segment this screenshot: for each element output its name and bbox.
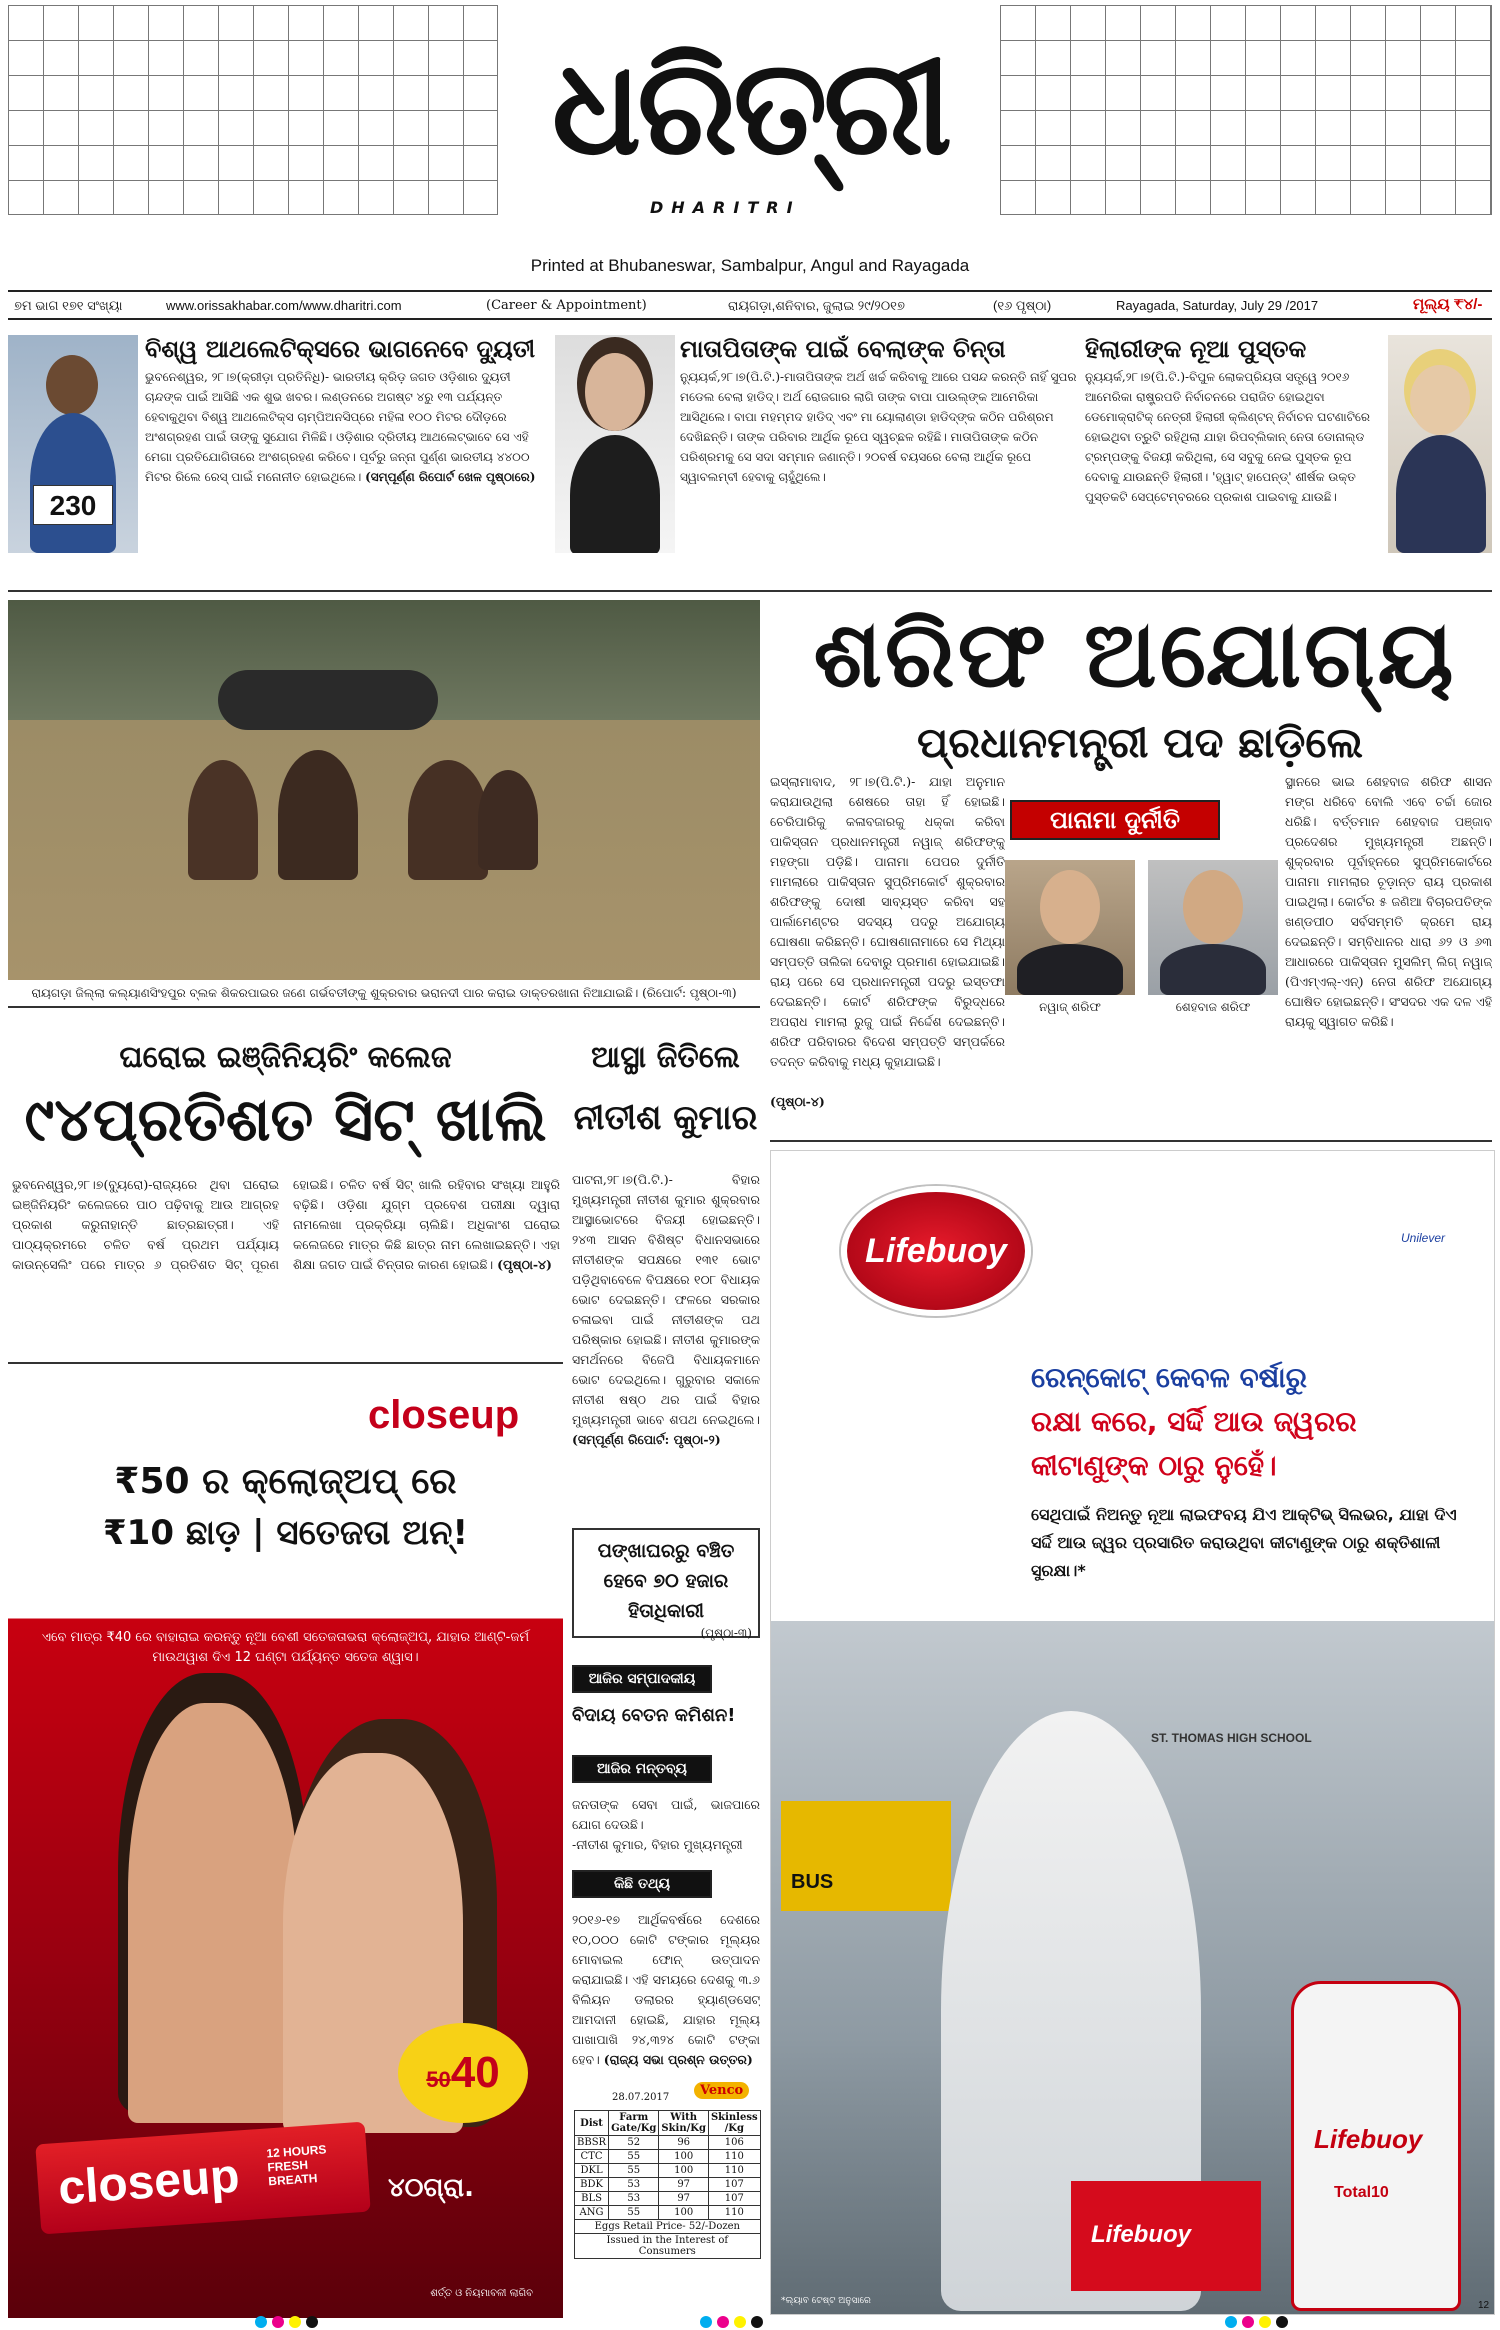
registration-mark [1242,2316,1254,2328]
registration-mark [751,2316,763,2328]
registration-mark [734,2316,746,2328]
masthead-grid-right [1000,5,1492,215]
nawaz-caption: ନୱାଜ୍ ଶରିଫ [1039,1000,1101,1014]
egg-price-row: ANG 55 100 110 [575,2206,761,2220]
date-strip [8,290,1492,320]
registration-mark [700,2316,712,2328]
registration-mark [306,2316,318,2328]
lifebuoy-ad[interactable] [770,1150,1495,2315]
pack-weight: ୪୦ଗ୍ରା. [388,2173,475,2203]
pack-brand: closeup [56,2149,242,2216]
egg-price-row: BLS 53 97 107 [575,2192,761,2206]
unilever-logo: Unilever [1401,1231,1446,1245]
date-odia: ରାୟଗଡ଼ା,ଶନିବାର, ଜୁଲାଇ ୨୯/୨୦୧୭ [728,298,905,313]
nitish-kicker: ଆସ୍ଥା ଜିତିଲେ [591,1040,740,1075]
lifebuoy-headline: ରେନ୍‌କୋଟ୍ କେବଳ ବର୍ଷାରୁ ରକ୍ଷା କରେ, ସର୍ଦ୍ଦି ଆଉ ଜ୍ୱରର କୀଟାଣୁଙ୍କ ଠାରୁ ନୁହେଁ। [1031,1361,1357,1482]
lifebuoy-logo: Lifebuoy [841,1186,1031,1316]
registration-mark [289,2316,301,2328]
ear-text: ଭୁବନେଶ୍ୱର, ୨୮।୭(କ୍ରୀଡ଼ା ପ୍ରତିନିଧି)- ଭାରତୀୟ କ୍ରିଡ଼ ଜଗତ ଓଡ଼ିଶାର ଦ୍ୟୁତୀ ଚାନ୍ଦଙ୍କ ପାଇଁ ଆସିଛି ଏକ ଶୁଭ ଖବର। ଲଣ୍ଡନରେ ଅଗଷ୍ଟ ୪ରୁ ୧୩ ପର୍ଯ୍ୟନ୍ତ ହେବାକୁଥିବା ବିଶ୍ୱ ଆଥଲେଟିକ୍ସ ଚାମ୍ପିଅନସିପ୍‌ରେ ମହିଳା ୧୦୦ ମିଟର ଦୌଡ଼ରେ ଅଂଶଗ୍ରହଣ ପାଇଁ ତାଙ୍କୁ ସୁଯୋଗ ମିଳିଛି। ଓଡ଼ିଶାର ଦ୍ରିତୀୟ ଆଥଲେଟ୍‌ଭାବେ ସେ ଏହି ମେଗା ପ୍ରତିଯୋଗିତାରେ ଅଂଶଗ୍ରହଣ କରିବେ। ପୂର୍ବରୁ ଜନ୍ନା ପୁର୍ଣ୍ଣ ଭାରତୀୟ ୪୪୦୦ ମିଟର ରିଲେ ରେସ୍ ପାଇଁ ମନୋନୀତ ହୋଇଥିଲେ। (ସମ୍ପୂର୍ଣ୍ଣ ରିପୋର୍ଟ ଖେଳ ପୃଷ୍ଠାରେ) [145,370,536,484]
lifebuoy-body: ସେଥିପାଇଁ ନିଅନ୍ତୁ ନୂଆ ଲାଇଫବୟ ଯିଏ ଆକ୍ଟିଭ୍ ସିଲଭର, ଯାହା ଦିଏ ସର୍ଦ୍ଦି ଆଉ ଜ୍ୱର ପ୍ରସାରିତ କରାଉଥିବା କୀଟାଣୁଙ୍କ ଠାରୁ ଶକ୍ତିଶାଳୀ ସୁରକ୍ଷା।* [1031,1505,1457,1580]
date-english: Rayagada, Saturday, July 29 /2017 [1116,298,1319,313]
ear-title: ହିଲାରୀଙ୍କ ନୂଆ ପୁସ୍ତକ [1085,335,1307,363]
ear-text: ନ୍ୟୁୟର୍କ,୨୮।୭(ପି.ଟି.)-ମାତାପିତାଙ୍କ ଅର୍ଥ ଖର୍ଚ୍ଚ କରିବାକୁ ଆରେ ପସନ୍ଦ କରନ୍ତି ନାହିଁ ସୁପର ମଡେଲ ବେଲା ହାଡିଦ୍। ଅର୍ଥ ରୋଜଗାର ଲାଗି ତାଙ୍କ ବାପା ପାଉଲ୍‌ଙ୍କ ଆମେରିକା ଆସିଥିଲେ। ବାପା ମହମ୍ମଦ ହାଡିଦ୍ ଏବଂ ମା ୟୋଲାଣ୍ଡା ହାଡିଦ୍‌ଙ୍କ କଠିନ ପରିଶ୍ରମ ଦେଖିଛନ୍ତି। ତାଙ୍କ ପରିବାର ଆର୍ଥିକ ରୂପେ ସ୍ୱଚ୍ଛଳ ରହିଛି। ମାତାପିତାଙ୍କ କଠିନ ପରିଶ୍ରମକୁ ସେ ସଦା ସମ୍ମାନ ଜଣାନ୍ତି। ୨୦ବର୍ଷ ବୟସରେ ବେଲା ଆର୍ଥିକ ରୂପେ ସ୍ୱାବଲମ୍ବୀ ହେବାକୁ ଚାହୁଁଥିଲେ। [680,370,1077,484]
registration-mark [255,2316,267,2328]
pension-box-ref: (ପୃଷ୍ଠା-୩) [700,1626,752,1640]
lead-rule [770,1140,1492,1142]
registration-mark [1225,2316,1237,2328]
closeup-ad[interactable] [8,1373,563,2318]
hillary-photo [1388,335,1492,553]
price-badge: 5040 [398,2023,528,2123]
closeup-logo: closeup [368,1393,520,1437]
masthead-subtitle: DHARITRI [650,198,801,217]
closeup-detail: ଏବେ ମାତ୍ର ₹40 ରେ ବାହାରାଇ କରନ୍ତୁ ନୂଆ ବେଶୀ ସତେଜତାଭରା କ୍ଲୋଜ୍‌ଅପ୍, ଯାହାର ଆଣ୍ଟି-ଜର୍ମ ମାଉଥୱାଶ ଦିଏ 12 ଘଣ୍ଟା ପର୍ଯ୍ୟନ୍ତ ସତେଜ ଶ୍ୱାସ। [41,1630,530,1665]
pension-box-text: ପଙ୍ଖାଘରରୁ ବଞ୍ଚିତ ହେବେ ୭୦ ହଜାର ହିତାଧିକାରୀ [597,1540,735,1622]
shehbaz-caption: ଶେହବାଜ ଶରିଫ [1175,1000,1251,1014]
ear-story-hillary [1085,335,1385,553]
registration-mark [1276,2316,1288,2328]
website-link[interactable]: www.orissakhabar.com/www.dharitri.com [166,298,402,313]
registration-mark [1259,2316,1271,2328]
egg-footer-2: Issued in the Interest of Consumers [575,2234,761,2259]
quote-text: ଜନତାଙ୍କ ସେବା ପାଇଁ, ଭାଜପାରେ ଯୋଗ ଦେଉଛି। [572,1797,760,1832]
price: ମୂଲ୍ୟ ₹୪/- [1413,296,1483,313]
printed-at: Printed at Bhubaneswar, Sambalpur, Angul and Rayagada [530,256,970,275]
editorial-label: ଆଜିର ସମ୍ପାଦକୀୟ [572,1665,712,1693]
toothpaste-pack [35,2122,370,2235]
egg-price-row: DKL 55 100 110 [575,2164,761,2178]
athlete-photo [8,335,138,553]
engg-headline: ୯୪ପ୍ରତିଶତ ସିଟ୍ ଖାଲି [24,1085,547,1155]
lead-column-1: ଇସ୍‌ଲାମାବାଦ, ୨୮।୭(ପି.ଟି.)- ଯାହା ଅନୁମାନ କରାଯାଉଥିଲା ଶେଷରେ ତାହା ହିଁ ହୋଇଛି। ଚେରିପାରିକୁ କଳାବଜାରକୁ ଧକ୍କା କରିବା ପାକିସ୍ତାନ ପ୍ରଧାନମନ୍ତ୍ରୀ ନୱାଜ୍ ଶରିଫଙ୍କୁ ମହଙ୍ଗା ପଡ଼ିଛି। ପାନାମା ପେପର ଦୁର୍ନୀତି ମାମଲାରେ ପାକିସ୍ତାନ ସୁପ୍ରିମକୋର୍ଟ ଶୁକ୍ରବାର ଶରିଫଙ୍କୁ ଦୋଷୀ ସାବ୍ୟସ୍ତ କରିବା ସହ ପାର୍ଲାମେଣ୍ଟର ସଦସ୍ୟ ପଦରୁ ଅଯୋଗ୍ୟ ଘୋଷଣା କରିଛନ୍ତି। ଘୋଷଣାନାମାରେ ସେ ମିଥ୍ୟା ସମ୍ପତ୍ତି ତାଲିକା ଦେବାରୁ ପ୍ରମାଣ ହୋଇଯାଇଛି। ରାୟ ପରେ ସେ ପ୍ରଧାନମନ୍ତ୍ରୀ ପଦରୁ ଇସ୍ତଫା ଦେଇଛନ୍ତି। କୋର୍ଟ ଶରିଫଙ୍କ ବିରୁଦ୍ଧରେ ଅପରାଧ ମାମଲା ରୁଜୁ ପାଇଁ ନିର୍ଦ୍ଦେଶ ଦେଇଛନ୍ତି। ଶରିଫ ପରିବାରର ବିଦେଶ ସମ୍ପତ୍ତି ସମ୍ପର୍କରେ ତଦନ୍ତ କରିବାକୁ ମଧ୍ୟ କୁହାଯାଇଛି। [770,774,1005,1069]
egg-date: 28.07.2017 [612,2092,670,2103]
bib-number: 230 [33,485,113,525]
ear-text: ନ୍ୟୁୟର୍କ,୨୮।୭(ପି.ଟି.)-ବିପୁଳ ଲୋକପ୍ରିୟତା ସତ୍ତ୍ୱେ ୨୦୧୬ ଆମେରିକା ରାଷ୍ଟ୍ରପତି ନିର୍ବାଚନରେ ପରାଜିତ ହୋଇଥିବା ଡେମୋକ୍ରାଟିକ୍ ନେତ୍ରୀ ହିଲାରୀ କ୍ଲିଣ୍ଟନ୍ ନିର୍ବାଚନ ଘଟଣାଟିରେ ହୋଇଥିବା ତ୍ରୁଟି ରହିଥିଲା ଯାହା ରିପବ୍ଲିକାନ୍ ନେତା ଡୋନାଲ୍ଡ ଟ୍ରମ୍ପଙ୍କୁ ବିଜୟୀ କରିଥିଲା, ସେ ସବୁକୁ ନେଇ ପୁସ୍ତକ ରୂପ ଦେବାକୁ ଯାଉଛନ୍ତି ହିଲାରୀ। 'ହ୍ୱାଟ୍ ହାପେନ୍ଡ୍' ଶୀର୍ଷକ ଉକ୍ତ ପୁସ୍ତକଟି ସେପ୍ଟେମ୍ବରରେ ପ୍ରକାଶ ପାଇବାକୁ ଯାଉଛି। [1085,370,1371,504]
egg-price-row: BBSR 52 96 106 [575,2136,761,2150]
editorial-title: ବିଦାୟ ବେତନ କମିଶନ! [572,1705,736,1726]
panama-tag: ପାନାମା ଦୁର୍ନୀତି [1010,800,1220,840]
pension-box [572,1528,760,1638]
section: (Career & Appointment) [486,298,647,313]
masthead [500,28,1000,218]
bottle: Lifebuoy Total10 [1291,1981,1461,2311]
masthead-grid-left [8,5,498,215]
egg-price-row: CTC 55 100 110 [575,2150,761,2164]
engg-body: ଭୁବନେଶ୍ୱର,୨୮।୭(ବ୍ୟୁରୋ)-ରାଜ୍ୟରେ ଥିବା ଘରୋଇ ଇଞ୍ଜିନିୟରିଂ କଲେଜରେ ପାଠ ପଢ଼ିବାକୁ ଆଉ ଆଗ୍ରହ ପ୍ରକାଶ କରୁନାହାନ୍ତି ଛାତ୍ରଛାତ୍ରୀ। ଏହି ପାଠ୍ୟକ୍ରମରେ ଚଳିତ ବର୍ଷ ପ୍ରଥମ ପର୍ଯ୍ୟାୟ କାଉନ୍‌ସେଲିଂ ପରେ ମାତ୍ର ୬ ପ୍ରତିଶତ ସିଟ୍ ପୂରଣ ହୋଇଛି। ଚଳିତ ବର୍ଷ ସିଟ୍ ଖାଲି ରହିବାର ସଂଖ୍ୟା ଆହୁରି ବଢ଼ିଛି। ଓଡ଼ିଶା ଯୁଗ୍ମ ପ୍ରବେଶ ପରୀକ୍ଷା ଦ୍ୱାରା ନାମଲେଖା ପ୍ରକ୍ରିୟା ଚାଲିଛି। ଅଧିକାଂଶ ଘରୋଇ କଲେଜରେ ମାତ୍ର କିଛି ଛାତ୍ର ନାମ ଲେଖାଇଛନ୍ତି। ଏହା ଶିକ୍ଷା ଜଗତ ପାଇଁ ଚିନ୍ତାର କାରଣ ହୋଇଛି। (ପୃଷ୍ଠା-୪) [12,1177,560,1272]
school-sign: ST. THOMAS HIGH SCHOOL [1151,1731,1312,1745]
ear-story-bella [680,335,1080,553]
egg-brand: Venco [694,2082,749,2099]
soap-pack: Lifebuoy [1071,2181,1261,2291]
shehbaz-photo [1148,860,1278,995]
page-count: (୧୬ ପୃଷ୍ଠା) [993,298,1052,313]
egg-price-row: BDK 53 97 107 [575,2178,761,2192]
closeup-line2: ₹10 ଛାଡ଼ | ସତେଜତା ଅନ୍! [103,1513,468,1553]
engg-kicker: ଘରୋଇ ଇଞ୍ଜିନିୟରିଂ କଲେଜ [119,1040,452,1075]
photo-caption: ରାୟଗଡ଼ା ଜିଲ୍ଲା କଲ୍ୟାଣସିଂହପୁର ବ୍ଲକ ଶିକରପାଇର ଜଣେ ଗର୍ଭବତୀଙ୍କୁ ଶୁକ୍ରବାର ଭରାନଦୀ ପାର କରାଇ ଡାକ୍ତରଖାନା ନିଆଯାଇଛି। (ରିପୋର୍ଟ: ପୃଷ୍ଠା-୩) [31,986,737,1000]
masthead-title: ଧରିତ୍ରୀ [551,31,949,185]
lead-continuation: (ପୃଷ୍ଠା-୪) [770,1094,825,1109]
bus: BUS [781,1801,951,1911]
egg-price-table: Dist Farm Gate/Kg With Skin/Kg Skinless /Kg BBSR 52 96 106 CTC 55 100 110 DKL 55 100 110 BDK 53 97 107 BLS 53 97 107 ANG 55 100 110 Eggs Retail Price- 52/-Dozen Issued in the Interest of Consumers [574,2110,761,2259]
nitish-headline: ନୀତୀଶ କୁମାର [573,1098,758,1138]
lead-column-2: ସ୍ଥାନରେ ଭାଇ ଶେହବାଜ ଶରିଫ ଶାସନ ମଙ୍ଗ ଧରିବେ ବୋଲି ଏବେ ଚର୍ଚ୍ଚା ଜୋର ଧରିଛି। ବର୍ତ୍ତମାନ ଶେହବାଜ ପଞ୍ଜାବ ପ୍ରଦେଶର ମୁଖ୍ୟମନ୍ତ୍ରୀ ଅଛନ୍ତି। ଶୁକ୍ରବାର ପୂର୍ବାହ୍ନରେ ସୁପ୍ରିମକୋର୍ଟରେ ପାନାମା ମାମଲାର ଚୂଡ଼ାନ୍ତ ରାୟ ପ୍ରକାଶ ପାଇଥିଲା। କୋର୍ଟର ୫ ଜଣିଆ ବିଚାରପତିଙ୍କ ଖଣ୍ଡପୀଠ ସର୍ବସମ୍ମତି କ୍ରମେ ରାୟ ଦେଇଛନ୍ତି। ସମ୍ବିଧାନର ଧାରା ୬୨ ଓ ୬୩ ଆଧାରରେ ପାକିସ୍ତାନ ମୁସଲିମ୍ ଲିଗ୍ ନୱାଜ୍ (ପିଏମ୍‌ଏଲ୍-ଏନ୍) ନେତା ଶରିଫ ଅଯୋଗ୍ୟ ଘୋଷିତ ହୋଇଛନ୍ତି। ସଂସଦର ଏକ ଦଳ ଏହି ରାୟକୁ ସ୍ୱାଗତ କରିଛି। [1285,774,1492,1029]
model-photo [555,335,675,553]
flood-rescue-photo [8,600,760,980]
closeup-fine-print: ଶର୍ତ୍ତ ଓ ନିୟମାବଳୀ ଲାଗିବ [430,2288,533,2299]
egg-footer: Eggs Retail Price- 52/-Dozen [575,2220,761,2234]
ear-title: ମାତାପିତାଙ୍କ ପାଇଁ ବେଲାଙ୍କ ଚିନ୍ତା [680,335,1006,363]
volume: ୭ମ ଭାଗ ୧୭୧ ସଂଖ୍ୟା [14,298,123,313]
ear-title: ବିଶ୍ୱ ଆଥଲେଟିକ୍ସରେ ଭାଗନେବେ ଦ୍ୟୁତୀ [145,335,536,363]
facts: ୨୦୧୬-୧୭ ଆର୍ଥିକବର୍ଷରେ ଦେଶରେ ୧୦,୦୦୦ କୋଟି ଟଙ୍କାର ମୂଲ୍ୟର ମୋବାଇଲ ଫୋନ୍ ଉତ୍ପାଦନ କରାଯାଇଛି। ଏହି ସମୟରେ ଦେଶକୁ ୩.୬ ବିଲିୟନ ଡଲାରର ହ୍ୟାଣ୍ଡସେଟ୍ ଆମଦାନୀ ହୋଇଛି, ଯାହାର ମୂଲ୍ୟ ପାଖାପାଖି ୨୪,୩୨୪ କୋଟି ଟଙ୍କା ହେବ। (ରାଜ୍ୟ ସଭା ପ୍ରଶ୍ନ ଉତ୍ତର) [572,1912,760,2067]
registration-mark [272,2316,284,2328]
nawaz-photo [1005,860,1135,995]
ear-story-dutee [145,335,550,553]
egg-price-header [574,2080,754,2108]
caption-rule [8,1006,760,1008]
ear-rule [8,590,1492,592]
quote-author: -ନୀତୀଶ କୁମାର, ବିହାର ମୁଖ୍ୟମନ୍ତ୍ରୀ [572,1837,743,1852]
quote [572,1795,760,1855]
page-number: 12 [1478,2300,1490,2311]
registration-mark [717,2316,729,2328]
lead-headline: ଶରିଫ ଅଯୋଗ୍ୟ [813,601,1457,708]
nitish-body: ପାଟନା,୨୮।୭(ପି.ଟି.)- ବିହାର ମୁଖ୍ୟମନ୍ତ୍ରୀ ନୀତୀଶ କୁମାର ଶୁକ୍ରବାର ଆସ୍ଥାଭୋଟରେ ବିଜୟୀ ହୋଇଛନ୍ତି। ୨୪୩ ଆସନ ବିଶିଷ୍ଟ ବିଧାନସଭାରେ ନୀତୀଶଙ୍କ ସପକ୍ଷରେ ୧୩୧ ଭୋଟ ପଡ଼ିଥିବାବେଳେ ବିପକ୍ଷରେ ୧୦୮ ବିଧାୟକ ଭୋଟ ଦେଇଛନ୍ତି। ଫଳରେ ସରକାର ଚଳାଇବା ପାଇଁ ନୀତୀଶଙ୍କ ପଥ ପରିଷ୍କାର ହୋଇଛି। ନୀତୀଶ କୁମାରଙ୍କ ସମର୍ଥନରେ ବିଜେପି ବିଧାୟକମାନେ ଭୋଟ ଦେଇଥିଲେ। ଗୁରୁବାର ସକାଳେ ନୀତୀଶ ଷଷ୍ଠ ଥର ପାଇଁ ବିହାର ମୁଖ୍ୟମନ୍ତ୍ରୀ ଭାବେ ଶପଥ ନେଇଥିଲେ। (ସମ୍ପୂର୍ଣ୍ଣ ରିପୋର୍ଟ: ପୃଷ୍ଠା-୨) [572,1172,760,1447]
facts-label: କିଛି ତଥ୍ୟ [572,1870,712,1898]
pack-tag: 12 HOURS FRESH BREATH [265,2142,327,2189]
lead-subhead: ପ୍ରଧାନମନ୍ତ୍ରୀ ପଦ ଛାଡ଼ିଲେ [916,718,1363,767]
rain-scene [771,1621,1495,2315]
quote-label: ଆଜିର ମନ୍ତବ୍ୟ [572,1755,712,1783]
engg-rule [8,1362,563,1364]
closeup-line1: ₹50 ର କ୍ଲୋଜ୍‌ଅପ୍ ରେ [114,1461,457,1502]
lifebuoy-fine-print: *ଲ୍ୟାବ ଟେଷ୍ଟ ଅନୁସାରେ [781,2296,871,2306]
couple-illustration [128,1703,298,2123]
